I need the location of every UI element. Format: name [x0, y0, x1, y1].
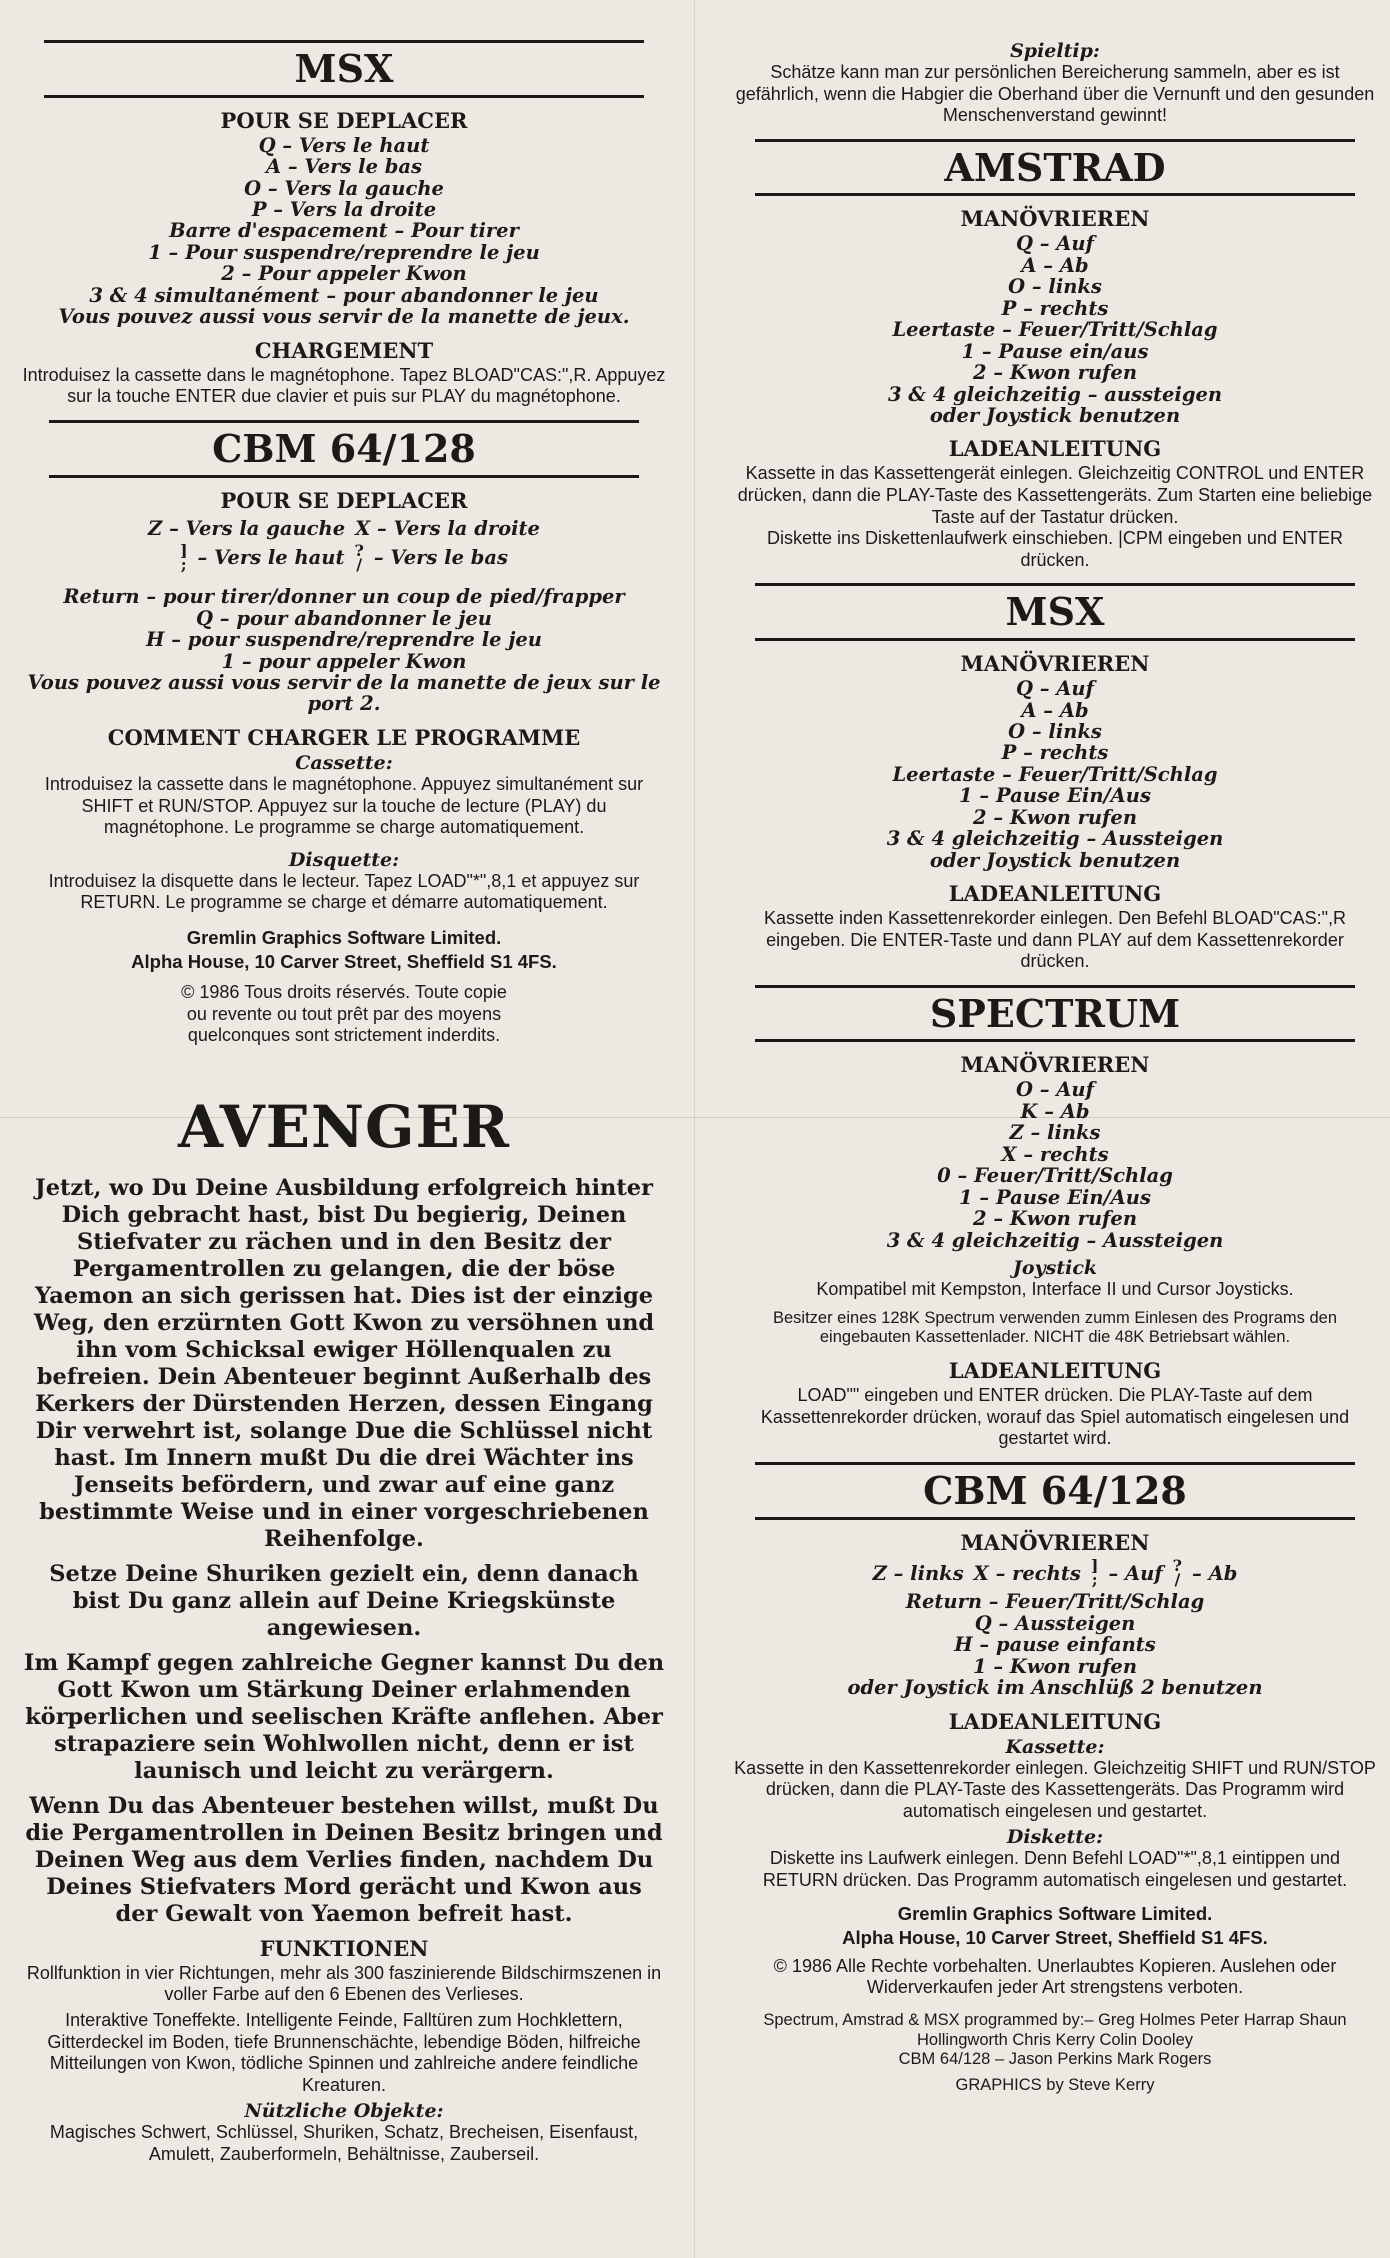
msx-fr-control: 2 – Pour appeler Kwon [221, 262, 467, 286]
bracket-semicolon-key: ] ; [1090, 1555, 1099, 1590]
cbm-de-heading: MANÖVRIEREN [960, 1529, 1150, 1555]
spectrum-load-text: LOAD"" eingeben und ENTER drücken. Die PLAY-Taste auf dem Kassettenrekorder drücken, worauf das Spiel automatisch eingelesen und gestartet wird. [760, 1385, 1350, 1449]
msx-fr-control: P – Vers la droite [251, 198, 437, 221]
objects-text: Magisches Schwert, Schlüssel, Shuriken, Schatz, Brecheisen, Eisenfaust, Amulett, Zauberformeln, Behältnisse, Zauberseil. [49, 2122, 639, 2164]
msx-de-control: oder Joystick benutzen [929, 848, 1181, 872]
spectrum-heading: MANÖVRIEREN [960, 1052, 1150, 1078]
msx-fr-load-heading: CHARGEMENT [254, 337, 434, 363]
cbm-fr-control: Return – pour tirer/donner un coup de pied/frapper [63, 585, 625, 609]
msx-fr-control: O – Vers la gauche [244, 176, 444, 200]
spectrum-control: 3 & 4 gleichzeitig – Aussteigen [886, 1228, 1224, 1252]
cbm-fr-title: CBM 64/128 [212, 425, 476, 471]
cbm-fr-control: Q – pour abandonner le jeu [196, 606, 492, 630]
cbm-de-key-right: X – rechts [973, 1561, 1081, 1585]
msx-fr-joystick-note: Vous pouvez aussi vous servir de la manette de jeux. [58, 305, 630, 329]
avenger-title: AVENGER [178, 1092, 510, 1161]
cbm-fr-keys-row2 [14, 540, 674, 574]
amstrad-control: 2 – Kwon rufen [972, 361, 1138, 385]
msx-fr-heading: POUR SE DEPLACER [220, 107, 468, 133]
cbm-de-disk-label: Diskette: [1006, 1826, 1104, 1849]
msx-fr-control: A – Vers le bas [265, 155, 423, 179]
divider [755, 1462, 1355, 1465]
cbm-fr-control: 1 – pour appeler Kwon [221, 649, 467, 673]
question-slash-key: ? / [354, 540, 364, 574]
spectrum-title: SPECTRUM [929, 990, 1181, 1036]
credits-cbm: CBM 64/128 – Jason Perkins Mark Rogers [898, 2050, 1212, 2069]
credits-programmers: Spectrum, Amstrad & MSX programmed by:– Greg Holmes Peter Harrap Shaun Hollingworth Chris Kerry Colin Dooley [763, 2010, 1347, 2049]
msx-fr-control: Barre d'espacement – Pour tirer [169, 219, 519, 243]
msx-fr-control: 3 & 4 simultanément – pour abandonner le jeu [89, 283, 599, 307]
msx-de-control: 3 & 4 gleichzeitig – Aussteigen [886, 827, 1224, 851]
cbm-de-title: CBM 64/128 [923, 1467, 1187, 1513]
right-column [725, 40, 1385, 2096]
amstrad-control: 3 & 4 gleichzeitig – aussteigen [887, 382, 1223, 406]
cbm-de-control: oder Joystick im Anschlüß 2 benutzen [847, 1676, 1263, 1700]
cbm-fr-joystick-note: Vous pouvez aussi vous servir de la manette de jeux sur le port 2. [27, 671, 661, 716]
cbm-fr-disk-text: Introduisez la disquette dans le lecteur. Tapez LOAD"*",8,1 et appuyez sur RETURN. Le programme se charge et démarre automatiquement. [48, 870, 640, 913]
cbm-fr-load-heading: COMMENT CHARGER LE PROGRAMME [107, 724, 581, 750]
story-paragraph: Setze Deine Shuriken gezielt ein, denn danach bist Du ganz allein auf Deine Kriegskünste angewiesen. [49, 1560, 639, 1641]
spectrum-control: O – Auf [1015, 1078, 1094, 1102]
cbm-de-control: 1 – Kwon rufen [972, 1654, 1138, 1678]
cbm-fr-key-up: – Vers le haut [197, 546, 345, 570]
spectrum-control: X – rechts [1001, 1142, 1109, 1166]
amstrad-heading: MANÖVRIEREN [960, 206, 1150, 232]
divider [755, 1517, 1355, 1520]
story-paragraph: Im Kampf gegen zahlreiche Gegner kannst Du den Gott Kwon um Stärkung Deiner erlahmenden körperlichen und seelischen Kräfte anflehen. Aber strapaziere sein Wohlwollen nicht, denn er ist launisch und leicht zu verärgern. [23, 1649, 665, 1784]
msx-de-control: 1 – Pause Ein/Aus [959, 784, 1151, 808]
spectrum-joystick-text: Kompatibel mit Kempston, Interface II und Cursor Joysticks. [816, 1278, 1294, 1299]
msx-de-load-heading: LADEANLEITUNG [948, 881, 1162, 906]
amstrad-control: 1 – Pause ein/aus [961, 339, 1149, 363]
divider [755, 193, 1355, 196]
vertical-fold-line [694, 0, 695, 2258]
spectrum-control: K – Ab [1020, 1099, 1090, 1123]
msx-fr-title: MSX [294, 46, 394, 91]
bracket-semicolon-key: ] ; [179, 540, 188, 574]
question-slash-key: ? / [1172, 1555, 1183, 1590]
msx-de-control: 2 – Kwon rufen [972, 805, 1138, 829]
divider [49, 420, 639, 423]
amstrad-load-heading: LADEANLEITUNG [948, 436, 1162, 462]
cbm-de-key-left: Z – links [872, 1561, 964, 1585]
cbm-de-control: Q – Aussteigen [974, 1611, 1136, 1635]
spectrum-joystick-label: Joystick [1012, 1256, 1098, 1279]
company-name: Gremlin Graphics Software Limited. [897, 1902, 1213, 1924]
cbm-de-cassette-text: Kassette in den Kassettenrekorder einlegen. Gleichzeitig SHIFT und RUN/STOP drücken, dann die PLAY-Taste des Kassettengeräts. Das Programm wird automatisch eingelesen und gestartet. [734, 1757, 1376, 1821]
copyright-de: © 1986 Alle Rechte vorbehalten. Unerlaubtes Kopieren. Auslehen oder Widerverkaufen jeder Art strengstens verboten. [773, 1955, 1337, 1998]
msx-de-control: O – links [1008, 719, 1102, 743]
cbm-de-disk-text: Diskette ins Laufwerk einlegen. Denn Befehl LOAD"*",8,1 eintippen und RETURN drücken. Das Programm automatisch eingelesen und gestartet. [762, 1848, 1348, 1890]
cbm-de-keys-row [725, 1555, 1385, 1590]
amstrad-control: P – rechts [1001, 296, 1109, 320]
copyright-fr: © 1986 Tous droits réservés. Toute copie ou revente ou tout prêt par des moyens quelconques sont strictement inderdits. [181, 981, 507, 1046]
amstrad-control: Leertaste – Feuer/Tritt/Schlag [892, 318, 1218, 342]
cbm-fr-disk-label: Disquette: [288, 848, 400, 871]
spectrum-control: Z – links [1009, 1121, 1101, 1145]
cbm-fr-control: H – pour suspendre/reprendre le jeu [146, 628, 542, 652]
msx-de-heading: MANÖVRIEREN [960, 651, 1150, 677]
cbm-fr-key-right: X – Vers la droite [355, 516, 540, 540]
divider [755, 583, 1355, 586]
msx-de-control: P – rechts [1001, 741, 1109, 765]
company-address: Alpha House, 10 Carver Street, Sheffield S1 4FS. [131, 950, 557, 972]
objects-label: Nützliche Objekte: [244, 2100, 444, 2123]
msx-de-load-text: Kassette inden Kassettenrekorder einlegen. Den Befehl BLOAD"CAS:",R eingeben. Die ENTER-Taste und dann PLAY auf dem Kassettenrekorder drücken. [763, 908, 1347, 972]
cbm-fr-keys-row1 [14, 517, 674, 540]
cbm-de-control: H – pause einfants [954, 1633, 1156, 1657]
divider [49, 475, 639, 478]
amstrad-control: O – links [1008, 275, 1102, 299]
msx-de-control: Leertaste – Feuer/Tritt/Schlag [892, 762, 1218, 786]
msx-de-control: A – Ab [1021, 698, 1089, 722]
msx-de-control: Q – Auf [1015, 677, 1094, 701]
amstrad-control: oder Joystick benutzen [929, 403, 1181, 427]
divider [755, 638, 1355, 641]
features-heading: FUNKTIONEN [259, 1935, 429, 1961]
spectrum-control: 0 – Feuer/Tritt/Schlag [937, 1164, 1173, 1188]
cbm-fr-key-down: – Vers le bas [373, 546, 509, 570]
amstrad-title: AMSTRAD [944, 144, 1166, 190]
msx-fr-control: 1 – Pour suspendre/reprendre le jeu [148, 240, 540, 264]
spectrum-128k-note: Besitzer eines 128K Spectrum verwenden zumm Einlesen des Programs den eingebauten Kassettenlader. NICHT die 48K Betriebsart wählen. [772, 1308, 1338, 1347]
tip-label: Spieltip: [1010, 40, 1100, 62]
amstrad-load-text: Kassette in das Kassettengerät einlegen. Gleichzeitig CONTROL und ENTER drücken, dann die PLAY-Taste des Kassettengeräts. Zum Starten eine beliebige Taste auf der Tastatur drücken. [737, 463, 1373, 527]
cbm-de-key-up: – Auf [1108, 1561, 1163, 1585]
msx-de-title: MSX [1005, 589, 1105, 635]
story-paragraph: Jetzt, wo Du Deine Ausbildung erfolgreich hinter Dich gebracht hast, bist Du begierig, Deinen Stiefvater zu rächen und in den Besitz der Pergamentrollen zu gelangen, die der böse Yaemon an sich gerissen hat. Dies ist der einzige Weg, den erzürnten Gott Kwon zu versöhnen und ihn vom Schicksal ewiger Höllenqualen zu befreien. Dein Abenteuer beginnt Außerhalb des Kerkers der Dürstenden Herzen, dessen Eingang Dir verwehrt ist, solange Due die Schlüssel nicht hast. Im Innern mußt Du die drei Wächter ins Jenseits befördern, und zwar auf eine ganz bestimmte Weise und in einer vorgeschriebenen Reihenfolge. [33, 1174, 655, 1552]
amstrad-disk-text: Diskette ins Diskettenlaufwerk einschieben. |CPM eingeben und ENTER drücken. [767, 528, 1343, 570]
company-address: Alpha House, 10 Carver Street, Sheffield S1 4FS. [842, 1926, 1268, 1948]
divider [44, 40, 644, 43]
left-column [14, 40, 674, 2166]
features-text: Rollfunktion in vier Richtungen, mehr als 300 faszinierende Bildschirmszenen in voller Farbe auf den 6 Ebenen des Verlieses. [26, 1962, 662, 2005]
spectrum-control: 2 – Kwon rufen [972, 1207, 1138, 1231]
divider [755, 1039, 1355, 1042]
amstrad-control: Q – Auf [1015, 232, 1094, 256]
story-paragraph: Wenn Du das Abenteuer bestehen willst, mußt Du die Pergamentrollen in Deinen Besitz bringen und Deinen Weg aus dem Verlies finden, nachdem Du Deines Stiefvaters Mord gerächt und Kwon aus der Gewalt von Yaemon befreit hast. [25, 1792, 663, 1927]
cbm-fr-heading: POUR SE DEPLACER [220, 487, 468, 513]
cbm-de-control: Return – Feuer/Tritt/Schlag [905, 1590, 1205, 1614]
features-text: Interaktive Toneffekte. Intelligente Feinde, Falltüren zum Hochklettern, Gitterdeckel im Boden, tiefe Brunnenschächte, lebendige Böden, hilfreiche Mitteilungen von Kwon, tödliche Spinnen und zahlreiche andere feindliche Kreaturen. [47, 2009, 641, 2095]
company-name: Gremlin Graphics Software Limited. [186, 926, 502, 948]
msx-fr-load-text: Introduisez la cassette dans le magnétophone. Tapez BLOAD"CAS:",R. Appuyez sur la touche ENTER due clavier et puis sur PLAY du magnétophone. [22, 364, 666, 407]
credits-graphics: GRAPHICS by Steve Kerry [955, 2076, 1155, 2095]
tip-text: Schätze kann man zur persönlichen Bereicherung sammeln, aber es ist gefährlich, wenn die Habgier die Oberhand über die Vernunft und den gesunden Menschenverstand gewinnt! [735, 62, 1375, 126]
cbm-de-cassette-label: Kassette: [1005, 1735, 1105, 1758]
cbm-de-key-down: – Ab [1192, 1561, 1238, 1585]
cbm-fr-cassette-text: Introduisez la cassette dans le magnétophone. Appuyez simultanément sur SHIFT et RUN/STOP. Appuyez sur la touche de lecture (PLAY) du magnétophone. Le programme se charge automatiquement. [44, 773, 644, 838]
divider [755, 985, 1355, 988]
amstrad-control: A – Ab [1021, 253, 1089, 277]
divider [44, 95, 644, 98]
divider [755, 139, 1355, 142]
cbm-de-load-heading: LADEANLEITUNG [948, 1708, 1162, 1734]
cbm-fr-cassette-label: Cassette: [295, 751, 393, 774]
spectrum-load-heading: LADEANLEITUNG [948, 1358, 1162, 1384]
cbm-fr-key-left: Z – Vers la gauche [148, 516, 346, 540]
spectrum-control: 1 – Pause Ein/Aus [959, 1185, 1151, 1209]
msx-fr-control: Q – Vers le haut [258, 133, 430, 157]
